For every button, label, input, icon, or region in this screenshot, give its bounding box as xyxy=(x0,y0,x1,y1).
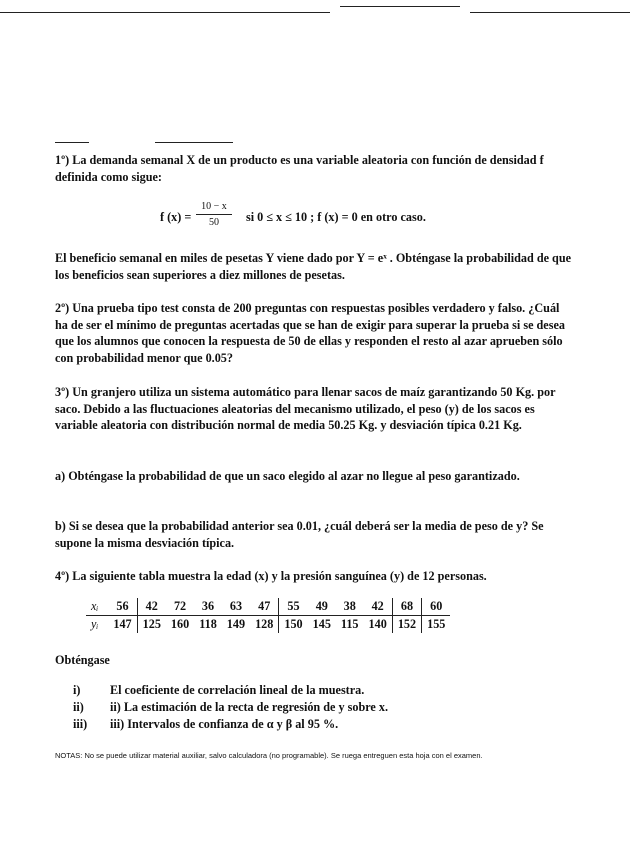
y-value: 149 xyxy=(226,617,246,631)
y-label: yᵢ xyxy=(91,617,99,631)
density-formula xyxy=(160,200,520,236)
y-value: 128 xyxy=(255,617,274,631)
problem-1-text: El beneficio semanal en miles de pesetas Y viene dado por Y = eˣ . Obténgase la probabilidad de que los beneficios sean superiores a diez millones de pesetas. xyxy=(55,251,572,282)
formula-lhs: f (x) = xyxy=(160,210,192,224)
y-value: 125 xyxy=(137,616,166,634)
list-item-text: ii) La estimación de la recta de regresión de y sobre x. xyxy=(110,700,389,714)
y-value: 140 xyxy=(368,617,387,631)
formula-rhs: si 0 ≤ x ≤ 10 ; f (x) = 0 en otro caso. xyxy=(246,210,426,224)
list-item-text: iii) Intervalos de confianza de α y β al 95 %. xyxy=(110,717,339,731)
x-value: 63 xyxy=(222,598,250,616)
problem-3-text: 3º) Un granjero utiliza un sistema automático para llenar sacos de maíz garantizando 50 Kg. por saco. Debido a las fluctuaciones aleatorias del mecanismo utilizado, el peso (y) de los sacos es variable aleatoria con distribución normal de media 50.25 Kg. y desviación típica 0.21 Kg. xyxy=(55,385,556,432)
y-value: 145 xyxy=(312,617,331,631)
x-value: 42 xyxy=(137,598,166,616)
x-label: xᵢ xyxy=(86,598,108,616)
header-rule xyxy=(155,142,233,143)
footer-note: NOTAS: No se puede utilizar material auxiliar, salvo calculadora (no programable). Se ruega entreguen esta hoja con el examen. xyxy=(55,751,483,760)
header-rule xyxy=(55,142,89,143)
age-pressure-table xyxy=(86,598,450,633)
problem-2-text: 2º) Una prueba tipo test consta de 200 preguntas con respuestas posibles verdadero y falso. ¿Cuál ha de ser el mínimo de preguntas acertadas que se han de exigir para superar la prueba si se desea que los alumnos que conocen la respuesta de 50 de ellas y responden el resto al azar aprueben sólo con probabilidad menor que 0.05? xyxy=(55,301,565,365)
x-value: 36 xyxy=(194,598,222,616)
table-row-y xyxy=(86,616,450,634)
problem-1-intro: 1º) La demanda semanal X de un producto es una variable aleatoria con función de densidad f definida como sigue: xyxy=(55,153,544,184)
x-value: 49 xyxy=(308,598,336,616)
problem-3-part-a: a) Obténgase la probabilidad de que un saco elegido al azar no llegue al peso garantizado. xyxy=(55,469,520,483)
y-value: 118 xyxy=(199,617,217,631)
fraction-bar xyxy=(196,214,232,215)
x-value: 56 xyxy=(108,598,137,616)
x-value: 72 xyxy=(166,598,194,616)
formula-numerator: 10 − x xyxy=(201,201,227,212)
x-value: 47 xyxy=(250,598,279,616)
x-value: 60 xyxy=(422,598,451,616)
y-value: 155 xyxy=(422,616,451,634)
y-value: 160 xyxy=(170,617,190,631)
formula-denominator: 50 xyxy=(209,217,219,228)
obtain-heading: Obténgase xyxy=(55,653,110,667)
y-value: 147 xyxy=(113,617,132,631)
x-value: 68 xyxy=(392,598,421,616)
problem-3-part-b: b) Si se desea que la probabilidad anterior sea 0.01, ¿cuál deberá ser la media de peso de y? Se supone la misma desviación típica. xyxy=(55,519,544,550)
formula-fraction xyxy=(196,200,232,229)
problem-4-text: 4º) La siguiente tabla muestra la edad (x) y la presión sanguínea (y) de 12 personas. xyxy=(55,569,487,583)
x-value: 42 xyxy=(364,598,393,616)
header-rule xyxy=(470,12,630,13)
list-item-num: ii) xyxy=(73,700,84,714)
y-value: 115 xyxy=(340,617,359,631)
header-rule xyxy=(340,6,460,7)
table-row-x xyxy=(86,598,450,616)
list-item-text: El coeficiente de correlación lineal de la muestra. xyxy=(110,683,365,697)
list-item-num: i) xyxy=(73,683,81,697)
list-item-num: iii) xyxy=(73,717,88,731)
y-value: 152 xyxy=(392,616,421,634)
x-value: 38 xyxy=(336,598,364,616)
y-value: 150 xyxy=(279,616,308,634)
header-rule xyxy=(0,12,330,13)
x-value: 55 xyxy=(279,598,308,616)
